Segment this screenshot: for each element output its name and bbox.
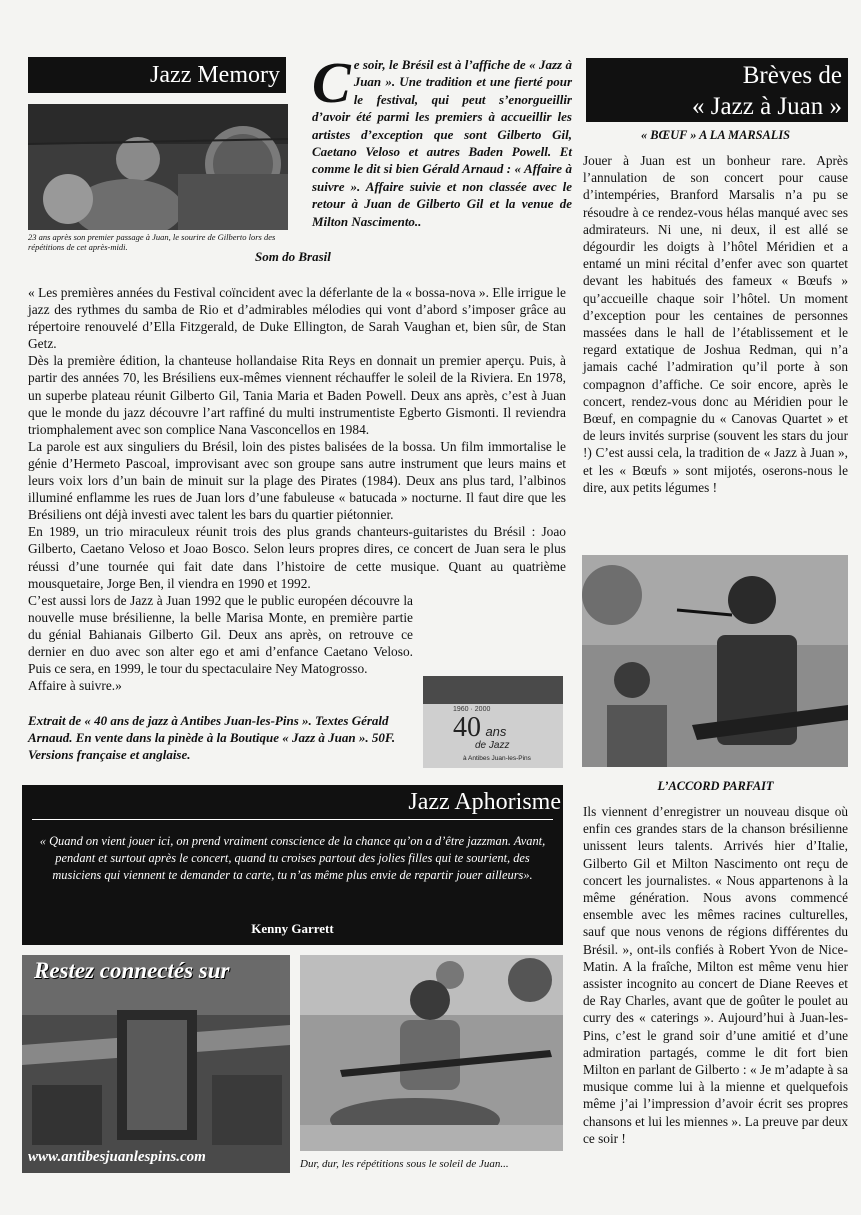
body-paragraph: La parole est aux singuliers du Brésil, loin des pistes balisées de la bossa. Un film immortalise le génie d’Hermeto Pascoal, improvisant avec son groupe sans autre instrument que leurs mains et leurs voix lors d’un bain de minuit sur la plage des Pirates (1984). Deux ans plus tard, l’albinos illuminé enflamme les rues de Juan lors d’une fabuleuse « batucada » nocturne. Il faut dire que les Brésiliens ont déjà investi avec talent les bars du quartier piétonnier.	[28, 438, 566, 523]
aphorisme-author: Kenny Garrett	[251, 921, 334, 936]
book-years: 1960 · 2000	[453, 706, 491, 713]
intro-text: e soir, le Brésil est à l’affiche de « Jazz à Juan ». Une tradition et une fierté pour le festival, qui peut s’enorgueillir d’avoir été parmi les premiers à accueillir les artistes d’exception que sont Gilberto Gil, Caetano Veloso et autres Baden Powell. Et comme le dit si bien Gérald Arnaud : « Affaire à suivre ». Affaire suivie et non classée avec le retour à Juan de Gilberto Gil et la venue de Milton Nascimento..	[312, 57, 572, 229]
breve-paragraph: Jouer à Juan est un bonheur rare. Après l’annulation de son concert pour cause d’intempéries, Branford Marsalis n’a pu se résoudre à ce rendez-vous hélas manqué avec ses admirateurs. Ni une, ni deux, il est allé se dégourdir les doigts à l’hôtel Méridien et a entamé un mini récital d’enfer avec son quartet devant les habitués des fameux « Bœufs » qu’accueille chaque soir l’hôtel. Un moment d’exception pour les centaines de personnes massées dans le hall de l’établissement et le regard extatique de Joshua Redman, qui n’a jamais caché l’admiration qu’il porte à son compagnon d’affiche. Ce soir encore, après le concert, rendez-vous donc au Méridien pour le Bœuf, en compagnie du « Canovas Quartet » et de leurs invités surprise (souvent les stars du jour !) C’est aussi cela, la tradition de « Jazz à Juan », et les « Bœufs » sont mijotés, oserons-nous le dire, aux petits légumes !	[583, 153, 848, 495]
body-paragraph: « Les premières années du Festival coïncident avec la déferlante de la « bossa-nova ». Elle irrigue le jazz des rythmes du samba de Rio et d’admirables mélodies qui vont d’abord s’imposer grâce au répertoire renouvelé d’Ella Fitzgerald, de Duke Ellington, de Sarah Vaughan et, bien sûr, de Stan Getz.	[28, 285, 566, 352]
bass-photo-caption: Dur, dur, les répétitions sous le soleil de Juan...	[300, 1158, 509, 1170]
website-link[interactable]: www.antibesjuanlespins.com	[28, 1149, 206, 1165]
article-body	[28, 284, 566, 694]
body-paragraph: Affaire à suivre.»	[28, 678, 122, 694]
aphorisme-quote: « Quand on vient jouer ici, on prend vraiment conscience de la chance qu’on a d’être jazzman. Avant, pendant et surtout après le concert, quand tu croises partout des jolies filles qui te sourient, des musiciens qui viennent te demander ta carte, tu n’as même plus envie de repartir jouer ailleurs».	[39, 834, 546, 882]
gil-milton-concert-photo	[582, 555, 848, 767]
body-paragraph: En 1989, un trio miraculeux réunit trois des plus grands chanteurs-guitaristes du Brésil : Joao Gilberto, Caetano Veloso et Joao Bosco. Selon leurs propres dires, ce concert de Juan sera le plus réussi d’une tournée qui fait date dans l’histoire de cette musique. Quant au quatrième mousquetaire, Jorge Ben, il viendra en 1990 et 1992.	[28, 524, 566, 591]
aphorisme-title: Jazz Aphorisme	[408, 789, 561, 815]
aphorisme-box	[22, 785, 563, 945]
aphorisme-divider	[32, 819, 553, 820]
book-title-word: ans	[485, 724, 507, 739]
book-extract-note: Extrait de « 40 ans de jazz à Antibes Juan-les-Pins ». Textes Gérald Arnaud. En vente dans la pinède à la Boutique « Jazz à Juan ». 50F. Versions française et anglaise.	[28, 713, 396, 762]
book-title-number: 40	[453, 712, 481, 743]
book-title-sub: de Jazz	[475, 740, 510, 751]
breve-text-marsalis	[583, 152, 848, 496]
drop-cap: C	[312, 50, 351, 115]
book-cover-image	[423, 676, 563, 768]
body-paragraph: Dès la première édition, la chanteuse hollandaise Rita Reys en donnait un premier aperçu. Puis, à partir des années 70, les Brésiliens eux-mêmes viennent réchauffer le soleil de la Riviera. En 1978, un superbe plateau réunit Gilberto Gil, Tania Maria et Baden Powell. Deux ans après, c’est à Juan que le monde du jazz découvre l’art raffiné du multi instrumentiste Egberto Gismonti. Il reviendra triomphalement avec son complice Nana Vasconcellos en 1984.	[28, 353, 566, 437]
gilberto-rehearsal-photo	[28, 104, 288, 230]
breve-paragraph: Ils viennent d’enregistrer un nouveau disque où enfin ces grandes stars de la chanson brésilienne unissent leurs talents. Arrivés hier d’Italie, Gilberto Gil et Milton Nascimento ont reçu de concert les journalistes. « Nous appartenons à la même génération. Nous avons commencé ensemble avec les mêmes racines culturelles, sauf que nous venons de régions différentes du Brésil. », ont-ils confiés à Robert Yvon de Nice-Matin. A la fraîche, Milton est même venu hier assister incognito au concert de Diane Reeves et de Ray Charles, avant que de goûter le poulet au curry des « caterings ». Aujourd’hui à Juan-les-Pins, c’est le grand soir d’une amitié et d’une admiration partagés, comme le dit fort bien Milton en parlant de Gilberto : « Je m’adapte à sa musique comme lui à la mienne et quelquefois même j’ai l’impression d’avoir écrit ses propres chansons et lui les miennes ». La preuve par deux ce soir !	[583, 804, 848, 1146]
restez-connectes-box	[22, 955, 290, 1173]
breve-heading-accord: L’ACCORD PARFAIT	[657, 779, 774, 793]
book-place: à Antibes Juan-les-Pins	[463, 755, 531, 762]
body-paragraph: C’est aussi lors de Jazz à Juan 1992 que le public européen découvre la nouvelle muse brésilienne, la belle Marisa Monte, en première partie du génial Bahianais Gilberto Gil. Deux ans après, on retrouve ce dernier en duo avec son alter ego et ami d’enfance Caetano Veloso. Puis ce sera, en 1999, le tour du spectaculaire Ney Matogrosso.	[28, 592, 413, 677]
restez-title: Restez connectés sur	[34, 958, 230, 983]
breves-banner-line2: « Jazz à Juan »	[692, 93, 842, 120]
section-subtitle: Som do Brasil	[255, 249, 331, 264]
gilberto-photo-caption: 23 ans après son premier passage à Juan, le sourire de Gilberto lors des répétitions de cet après-midi.	[28, 232, 276, 252]
breves-banner-line1: Brèves de	[742, 62, 842, 89]
jazz-memory-banner: Jazz Memory	[28, 57, 286, 93]
intro-paragraph	[312, 50, 572, 230]
breve-heading-marsalis: « BŒUF » A LA MARSALIS	[640, 128, 791, 142]
breves-banner	[586, 58, 848, 122]
breve-text-accord	[583, 803, 848, 1147]
bass-player-photo	[300, 955, 563, 1151]
